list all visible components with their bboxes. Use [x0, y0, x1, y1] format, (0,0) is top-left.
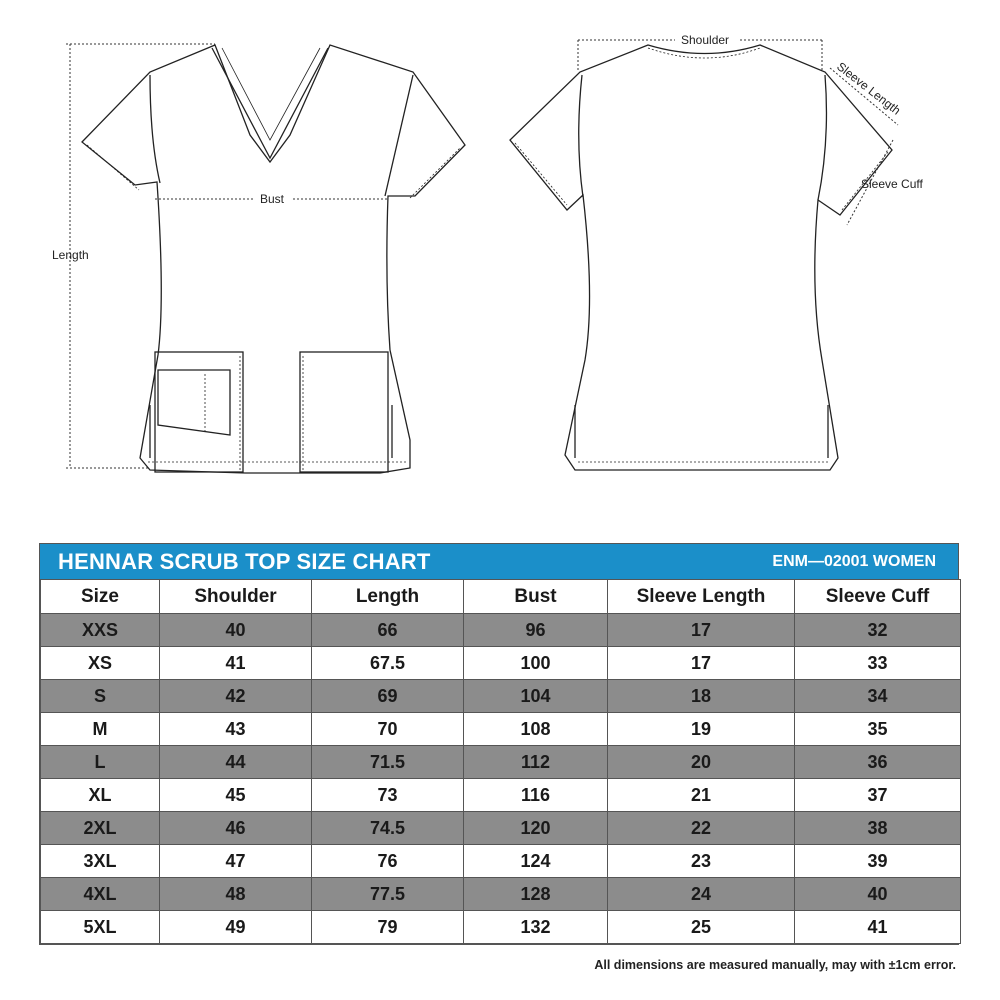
table-cell: 40 [795, 878, 961, 911]
table-cell: 42 [160, 680, 312, 713]
table-cell: 37 [795, 779, 961, 812]
table-row [41, 812, 961, 845]
table-cell: 96 [464, 614, 608, 647]
table-cell: 128 [464, 878, 608, 911]
table-cell: 49 [160, 911, 312, 944]
table-cell: 74.5 [312, 812, 464, 845]
table-cell: 24 [608, 878, 795, 911]
table-row [41, 845, 961, 878]
table-cell: 34 [795, 680, 961, 713]
table-cell: 112 [464, 746, 608, 779]
table-cell: 79 [312, 911, 464, 944]
table-cell: 116 [464, 779, 608, 812]
table-row [41, 746, 961, 779]
table-cell: 32 [795, 614, 961, 647]
table-cell: XS [41, 647, 160, 680]
column-header: Shoulder [160, 580, 312, 614]
table-cell: 76 [312, 845, 464, 878]
table-cell: 41 [160, 647, 312, 680]
front-view-icon [82, 45, 465, 473]
table-cell: 67.5 [312, 647, 464, 680]
table-cell: 71.5 [312, 746, 464, 779]
table-cell: 35 [795, 713, 961, 746]
size-chart [39, 543, 959, 945]
table-row [41, 647, 961, 680]
column-header: Sleeve Length [608, 580, 795, 614]
table-row [41, 614, 961, 647]
column-header: Length [312, 580, 464, 614]
table-cell: XL [41, 779, 160, 812]
table-cell: 69 [312, 680, 464, 713]
table-cell: 40 [160, 614, 312, 647]
size-chart-title: HENNAR SCRUB TOP SIZE CHART [58, 548, 431, 574]
table-row [41, 878, 961, 911]
table-cell: 70 [312, 713, 464, 746]
table-cell: S [41, 680, 160, 713]
table-cell: 4XL [41, 878, 160, 911]
table-header-row [41, 580, 961, 614]
length-label: Length [52, 248, 89, 262]
table-cell: 120 [464, 812, 608, 845]
table-cell: 124 [464, 845, 608, 878]
table-cell: 100 [464, 647, 608, 680]
column-header: Sleeve Cuff [795, 580, 961, 614]
table-cell: 41 [795, 911, 961, 944]
table-cell: 48 [160, 878, 312, 911]
table-cell: 77.5 [312, 878, 464, 911]
table-cell: 44 [160, 746, 312, 779]
table-cell: 73 [312, 779, 464, 812]
column-header: Bust [464, 580, 608, 614]
table-cell: 3XL [41, 845, 160, 878]
table-row [41, 779, 961, 812]
table-cell: 33 [795, 647, 961, 680]
table-cell: L [41, 746, 160, 779]
table-cell: 2XL [41, 812, 160, 845]
table-cell: 25 [608, 911, 795, 944]
size-table [40, 579, 961, 944]
bust-label: Bust [260, 192, 285, 206]
table-cell: 5XL [41, 911, 160, 944]
measurement-footnote: All dimensions are measured manually, may with ±1cm error. [594, 958, 956, 972]
table-cell: 46 [160, 812, 312, 845]
table-cell: 45 [160, 779, 312, 812]
table-cell: 43 [160, 713, 312, 746]
sleeve-length-label: Sleeve Length [834, 59, 904, 118]
table-row [41, 911, 961, 944]
table-cell: 66 [312, 614, 464, 647]
table-cell: 36 [795, 746, 961, 779]
shoulder-label: Shoulder [681, 33, 730, 47]
table-cell: 108 [464, 713, 608, 746]
table-cell: 22 [608, 812, 795, 845]
table-cell: XXS [41, 614, 160, 647]
table-cell: 132 [464, 911, 608, 944]
sleeve-cuff-label: Sleeve Cuff [861, 177, 923, 191]
table-cell: M [41, 713, 160, 746]
table-row [41, 680, 961, 713]
table-cell: 39 [795, 845, 961, 878]
table-cell: 23 [608, 845, 795, 878]
table-cell: 104 [464, 680, 608, 713]
table-cell: 38 [795, 812, 961, 845]
column-header: Size [41, 580, 160, 614]
back-view-icon [510, 45, 892, 470]
table-cell: 20 [608, 746, 795, 779]
table-cell: 21 [608, 779, 795, 812]
table-cell: 47 [160, 845, 312, 878]
table-cell: 17 [608, 614, 795, 647]
size-chart-header [40, 544, 958, 579]
table-cell: 19 [608, 713, 795, 746]
product-code: ENM—02001 WOMEN [772, 552, 936, 570]
table-row [41, 713, 961, 746]
table-cell: 18 [608, 680, 795, 713]
table-cell: 17 [608, 647, 795, 680]
